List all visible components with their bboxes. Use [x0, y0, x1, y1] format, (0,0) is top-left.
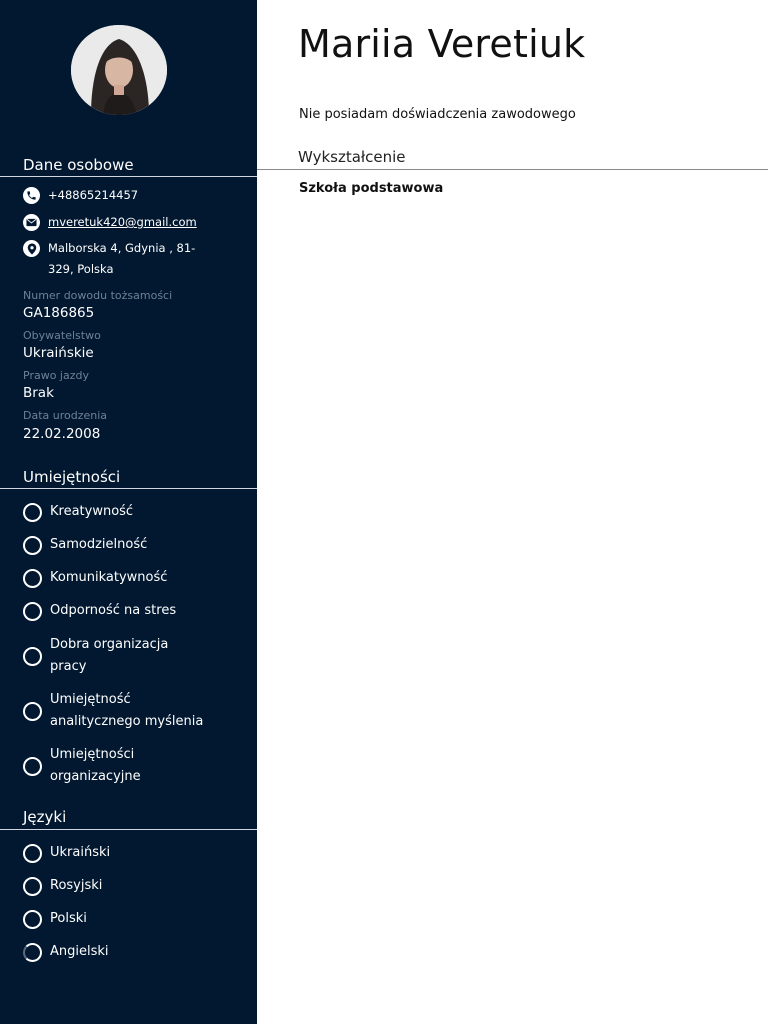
circle-bullet-icon [23, 943, 42, 962]
skill-label-line: Dobra organizacja [50, 637, 169, 652]
skill-label-line: Umiejętności [50, 747, 135, 762]
language-item [23, 875, 243, 897]
language-item [23, 908, 243, 930]
address-line-2: 329, Polska [48, 262, 114, 276]
skills-divider [0, 488, 257, 489]
skill-item [23, 689, 243, 733]
skill-item [23, 501, 243, 523]
skill-label-line: analitycznego myślenia [50, 714, 204, 729]
languages-divider [0, 829, 257, 830]
skill-label: Kreatywność [50, 504, 134, 519]
education-heading: Wykształcenie [298, 148, 406, 166]
skill-item [23, 567, 243, 589]
phone-row [23, 185, 243, 206]
phone-number: +48865214457 [48, 188, 139, 202]
address-row [23, 238, 243, 280]
language-label: Ukraiński [50, 845, 111, 860]
personal-data-divider [0, 176, 257, 177]
circle-bullet-icon [23, 844, 42, 863]
id-number-label: Numer dowodu tożsamości [23, 289, 173, 302]
citizenship-value: Ukraińskie [23, 345, 94, 361]
profile-photo [71, 25, 167, 115]
circle-bullet-icon [23, 910, 42, 929]
circle-bullet-icon [23, 647, 42, 666]
circle-bullet-icon [23, 602, 42, 621]
sidebar [0, 0, 257, 1024]
profile-summary: Nie posiadam doświadczenia zawodowego [299, 107, 576, 122]
languages-heading: Języki [23, 808, 67, 826]
location-pin-icon [23, 240, 40, 257]
citizenship-label: Obywatelstwo [23, 329, 101, 342]
language-item [23, 842, 243, 864]
skill-label [50, 634, 168, 678]
circle-bullet-icon [23, 702, 42, 721]
language-label: Polski [50, 911, 87, 926]
skill-item [23, 600, 243, 622]
skill-label-line: organizacyjne [50, 769, 141, 784]
skill-label [50, 744, 141, 788]
skill-item [23, 744, 243, 788]
candidate-name: Mariia Veretiuk [298, 22, 586, 66]
email-row [23, 212, 243, 233]
email-link[interactable]: mveretuk420@gmail.com [48, 215, 197, 229]
education-item: Szkoła podstawowa [299, 181, 444, 196]
birth-date-value: 22.02.2008 [23, 426, 101, 442]
driving-license-value: Brak [23, 385, 54, 401]
language-label: Rosyjski [50, 878, 103, 893]
skill-label: Samodzielność [50, 537, 148, 552]
skill-item [23, 634, 243, 678]
skill-label-line: Umiejętność [50, 692, 131, 707]
education-divider [257, 169, 768, 170]
circle-bullet-icon [23, 757, 42, 776]
skill-label: Komunikatywność [50, 570, 168, 585]
circle-bullet-icon [23, 569, 42, 588]
skills-heading: Umiejętności [23, 468, 121, 486]
circle-bullet-icon [23, 503, 42, 522]
skill-label [50, 689, 203, 733]
skill-item [23, 534, 243, 556]
skill-label-line: pracy [50, 659, 87, 674]
language-item [23, 941, 243, 963]
birth-date-label: Data urodzenia [23, 409, 108, 422]
address [48, 238, 195, 280]
id-number-value: GA186865 [23, 305, 95, 321]
personal-data-heading: Dane osobowe [23, 156, 134, 174]
phone-icon [23, 187, 40, 204]
address-line-1: Malborska 4, Gdynia , 81- [48, 241, 196, 255]
driving-license-label: Prawo jazdy [23, 369, 89, 382]
skill-label: Odporność na stres [50, 603, 177, 618]
language-label: Angielski [50, 944, 109, 959]
envelope-icon [23, 214, 40, 231]
circle-bullet-icon [23, 877, 42, 896]
circle-bullet-icon [23, 536, 42, 555]
avatar-portrait [71, 25, 167, 115]
